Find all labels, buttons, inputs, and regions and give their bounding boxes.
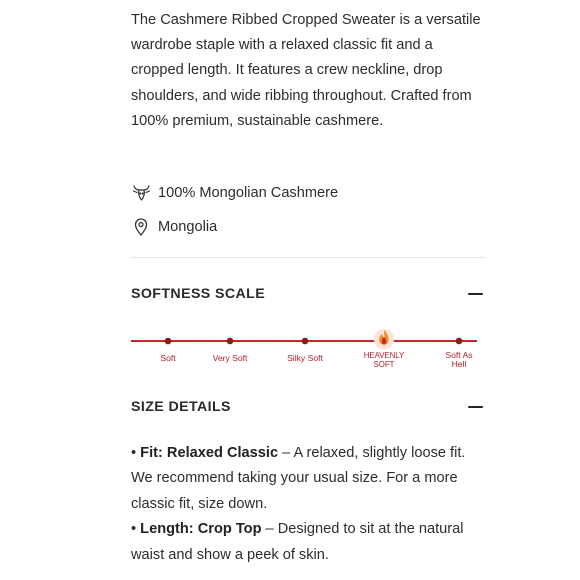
location-pin-icon [131, 217, 151, 237]
minus-icon [468, 293, 483, 295]
size-details-body [131, 441, 485, 568]
material-attribute [131, 183, 485, 203]
length-detail: • Length: Crop Top – Designed to sit at the natural waist and show a peek of skin. [131, 521, 464, 563]
origin-text: Mongolia [158, 219, 218, 235]
scale-dot [456, 338, 463, 345]
scale-label-0: Soft [160, 353, 176, 363]
origin-attribute [131, 217, 485, 237]
softness-scale-header[interactable] [131, 283, 485, 305]
softness-scale-title: SOFTNESS SCALE [131, 286, 266, 302]
size-details-header[interactable] [131, 396, 485, 418]
collapse-size-details-button[interactable] [465, 398, 485, 416]
length-label: Length: Crop Top [140, 521, 262, 538]
scale-label-line: HEAVENLY [363, 351, 405, 360]
fit-text: – A relaxed, slightly loose fit. We recommend taking your usual size. For a more classic fit, size down. [131, 445, 466, 512]
length-text: – Designed to sit at the natural waist and show a peek of skin. [131, 521, 464, 563]
scale-dot [165, 338, 172, 345]
scale-label-3 [349, 351, 419, 369]
scale-label-1: Very Soft [212, 353, 248, 363]
scale-label-line: Soft As [445, 350, 473, 360]
scale-label-4 [424, 351, 494, 369]
fit-detail: • Fit: Relaxed Classic – A relaxed, slightly loose fit. We recommend taking your usual size. For a more classic fit, size down. [131, 445, 466, 512]
softness-scale [131, 326, 485, 374]
product-description: The Cashmere Ribbed Cropped Sweater is a versatile wardrobe staple with a relaxed classic fit and a cropped length. It features a crew neckline, drop shoulders, and wide ribbing throughout. Crafted from 100% premium, sustainable cashmere. [131, 12, 481, 129]
minus-icon [468, 406, 483, 408]
section-divider [131, 257, 485, 258]
fit-label: Fit: Relaxed Classic [140, 445, 279, 461]
scale-label-line: SOFT [373, 360, 395, 369]
size-details-title: SIZE DETAILS [131, 399, 231, 415]
material-text: 100% Mongolian Cashmere [158, 185, 339, 201]
scale-dot [227, 338, 234, 345]
scale-label-line: Hell [451, 359, 467, 369]
collapse-softness-button[interactable] [465, 285, 485, 303]
scale-dot [302, 338, 309, 345]
goat-icon [131, 183, 151, 203]
scale-label-2: Silky Soft [287, 353, 323, 363]
